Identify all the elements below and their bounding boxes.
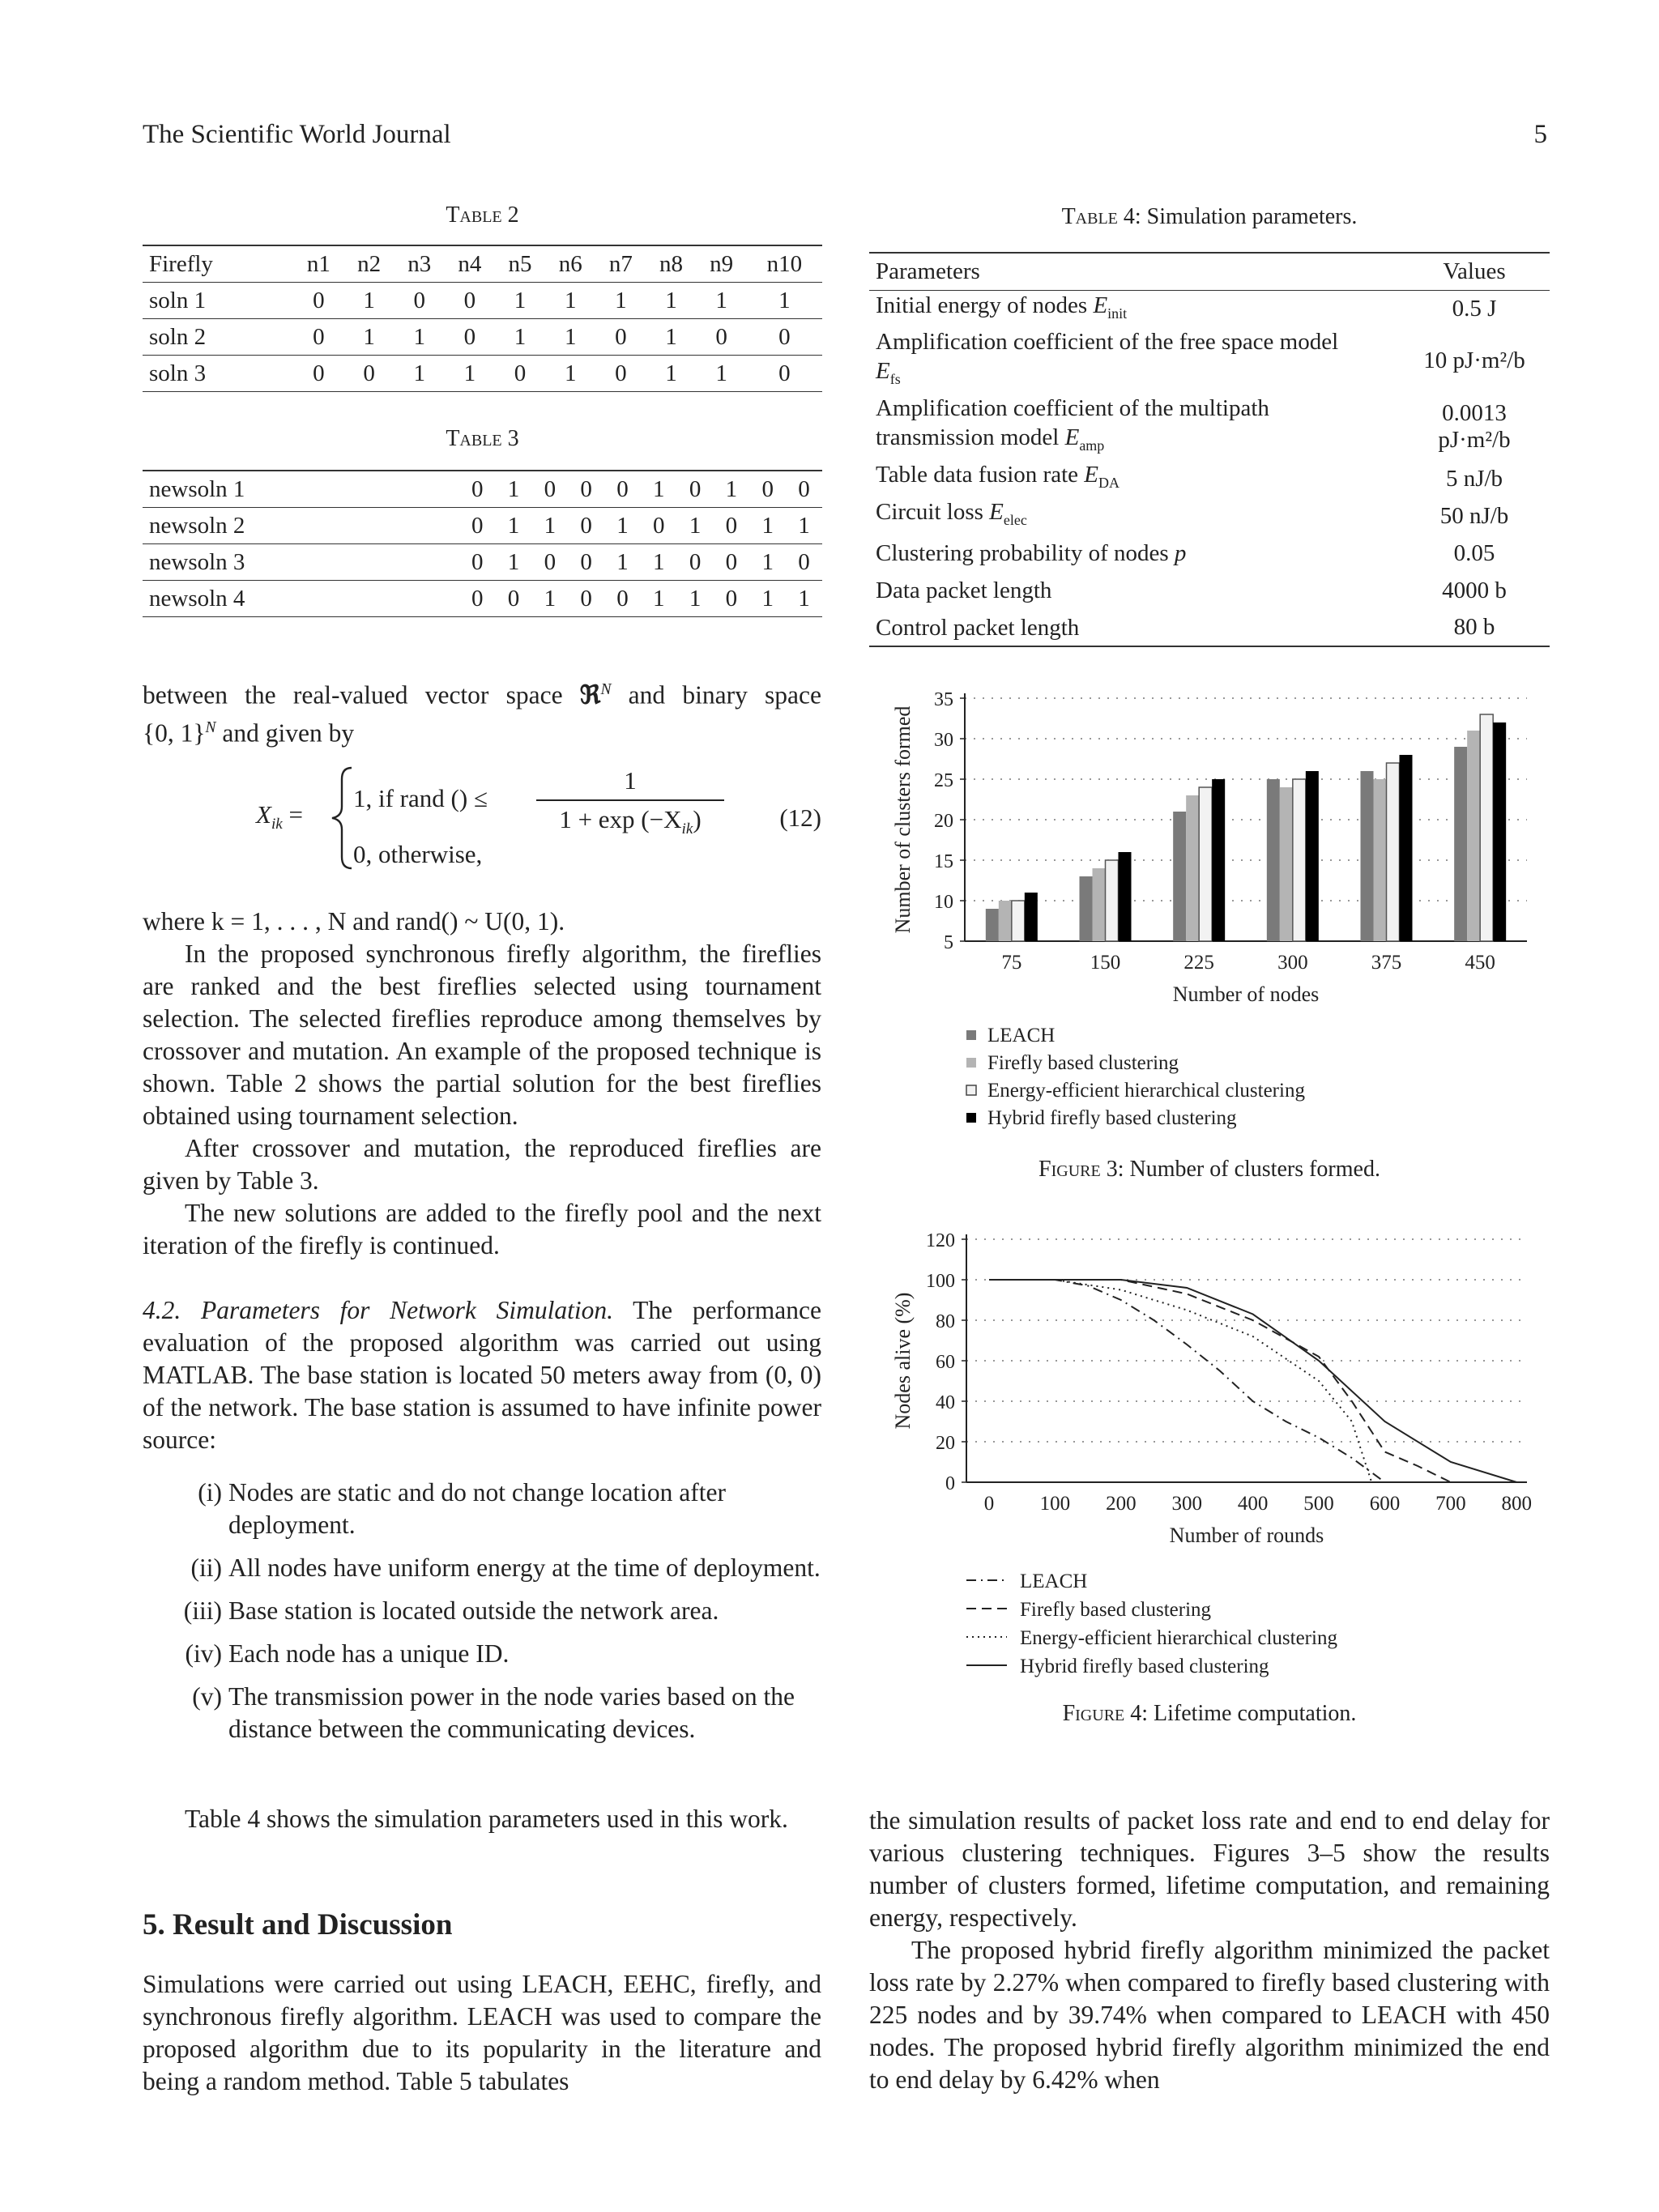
table-cell: newsoln 2 [143, 508, 459, 544]
param-text: Circuit loss [876, 499, 990, 526]
series-line [989, 1280, 1385, 1482]
figure3-caption-prefix: Figure [1038, 1157, 1101, 1182]
list-item-number: (iv) [185, 1639, 222, 1668]
bar [1199, 787, 1212, 941]
right-paragraph-2: The proposed hybrid firefly algorithm minimized the packet loss rate by 2.27% when compared to firefly based clustering with 225 nodes and by 39.74% when compared to LEACH with 450 nodes. The proposed hybrid firefly algorithm minimized the end to end delay by 6.42% when [869, 1936, 1550, 2094]
table-cell: 1 [749, 581, 786, 617]
x-tick-label: 800 [1501, 1493, 1533, 1515]
table-cell: 0 [531, 544, 568, 581]
series-line [989, 1280, 1516, 1482]
legend-swatch [966, 1058, 976, 1068]
table-cell: 0 [459, 471, 496, 508]
y-tick-label: 20 [936, 1433, 955, 1454]
table-header-cell: n2 [343, 245, 394, 283]
param-text: Initial energy of nodes [876, 292, 1094, 318]
bar [1093, 868, 1106, 941]
equation-12: $X_{ik}$ = 1, if rand () ≤ 1 $1 + \exp (-X_{ik})$ 0, otherwise, (12) [143, 761, 821, 883]
table-cell: 0 [496, 581, 532, 617]
bar [999, 901, 1012, 941]
list-item-text: Nodes are static and do not change location after deployment. [228, 1478, 727, 1539]
param-cell [869, 394, 1399, 460]
table-cell: 1 [445, 356, 495, 392]
table-cell: 1 [343, 283, 394, 319]
y-axis-label: Number of clusters formed [891, 705, 915, 934]
table-header-cell: n3 [394, 245, 445, 283]
eq-numerator: 1 [624, 766, 637, 795]
param-text: Table data fusion rate [876, 462, 1085, 488]
table-row [869, 609, 1550, 646]
table-cell: 1 [604, 508, 641, 544]
table-cell: 1 [545, 319, 595, 356]
param-subscript: init [1107, 305, 1128, 322]
table-cell: 0 [677, 471, 714, 508]
list-item-number: (ii) [190, 1554, 222, 1582]
table2-caption-num: 2 [507, 202, 519, 228]
section-5-body [143, 1968, 821, 2098]
y-tick-label: 15 [934, 851, 953, 872]
table-cell: 1 [786, 508, 822, 544]
eq-den-text: 1 + exp (−X [559, 805, 682, 833]
bar [986, 909, 999, 941]
table-cell: 1 [595, 283, 646, 319]
table-cell: 0 [713, 581, 749, 617]
table-cell: 0 [747, 356, 822, 392]
x-tick-label: 0 [983, 1493, 995, 1515]
table-row [143, 283, 822, 319]
legend-label: Energy-efficient hierarchical clustering [987, 1080, 1305, 1102]
param-symbol: p [1174, 540, 1187, 567]
table-row [143, 581, 822, 617]
bar [1080, 876, 1093, 941]
legend-label: Hybrid firefly based clustering [1020, 1656, 1269, 1677]
table-cell: 1 [641, 581, 677, 617]
section-4-2-body: The performance evaluation of the proposed algorithm was carried out using MATLAB. The base station is located 50 meters away from (0, 0) of the network. The base station is assumed to have infinite power source: [143, 1296, 821, 1454]
table-cell: 1 [747, 283, 822, 319]
y-tick-label: 35 [934, 689, 953, 710]
table-cell: 0 [713, 544, 749, 581]
eq-case2: 0, otherwise, [353, 840, 483, 868]
bar [1267, 779, 1280, 941]
y-tick-label: 20 [934, 811, 953, 832]
table-cell: 0 [747, 319, 822, 356]
table-cell: 1 [496, 508, 532, 544]
x-tick-label: 75 [1001, 952, 1022, 974]
table-cell: 0 [459, 544, 496, 581]
table-cell: 1 [677, 508, 714, 544]
table2-caption [143, 202, 822, 228]
table-cell: 0 [595, 356, 646, 392]
bar [1012, 901, 1025, 941]
table-cell: 0 [568, 544, 604, 581]
eq-den-sub: ik [681, 820, 693, 838]
x-tick-label: 300 [1277, 952, 1308, 974]
table-cell: 1 [677, 581, 714, 617]
param-symbol: E [1093, 292, 1108, 318]
y-tick-label: 10 [934, 892, 953, 913]
eq-lhs: X [256, 800, 271, 829]
paragraph-3: The new solutions are added to the firefly pool and the next iteration of the firefly is continued. [143, 1199, 821, 1259]
paragraph-1: In the proposed synchronous firefly algorithm, the fireflies are ranked and the best fireflies selected using tournament selection. The selected fireflies reproduce among themselves by crossover and mutation. An example of the proposed technique is shown. Table 2 shows the partial solution for the best fireflies obtained using tournament selection. [143, 940, 821, 1130]
after-list-text: Table 4 shows the simulation parameters used in this work. [185, 1805, 788, 1833]
table4-caption-rest: 4: Simulation parameters. [1123, 204, 1358, 229]
table-cell: 1 [545, 283, 595, 319]
list-item [180, 1638, 821, 1670]
section-5-text: Simulations were carried out using LEACH, EEHC, firefly, and synchronous firefly algorithm. LEACH was used to compare the proposed algorithm due to its popularity in the literature and being a random method. Table 5 tabulates [143, 1970, 821, 2095]
table-cell: 0 [445, 283, 495, 319]
table-cell: 0 [459, 581, 496, 617]
table-row [143, 508, 822, 544]
bar [1454, 747, 1467, 941]
value-cell: 0.0013 pJ·m²/b [1438, 400, 1511, 454]
table-header-cell: n10 [747, 245, 822, 283]
x-tick-label: 500 [1303, 1493, 1334, 1515]
journal-title: The Scientific World Journal [143, 120, 451, 149]
table-cell: 0 [495, 356, 545, 392]
param-cell [869, 497, 1399, 535]
x-tick-label: 225 [1183, 952, 1214, 974]
figure4-caption-prefix: Figure [1062, 1701, 1125, 1726]
legend-swatch [966, 1085, 976, 1095]
intro-sup-2: N [205, 718, 216, 736]
legend-swatch [966, 1030, 976, 1040]
bar [1173, 812, 1186, 941]
param-cell [869, 572, 1399, 609]
bar [1387, 763, 1400, 941]
y-tick-label: 0 [945, 1473, 955, 1494]
x-tick-label: 700 [1435, 1493, 1466, 1515]
table-cell: 0 [568, 581, 604, 617]
table3-caption-num: 3 [507, 426, 519, 451]
value-cell: 10 pJ·m²/b [1423, 347, 1525, 373]
table-cell: 1 [495, 319, 545, 356]
list-item-text: Base station is located outside the network area. [228, 1596, 719, 1625]
y-tick-label: 40 [936, 1392, 955, 1413]
bar [1186, 795, 1199, 941]
figure-4-line-chart [869, 1215, 1550, 1685]
legend-label: Firefly based clustering [987, 1052, 1179, 1074]
legend-label: Firefly based clustering [1020, 1599, 1212, 1621]
page-number: 5 [1533, 120, 1547, 149]
table-cell: 1 [786, 581, 822, 617]
bar [1400, 755, 1413, 941]
eq-denominator [536, 805, 724, 838]
param-symbol: E [989, 499, 1004, 526]
table-cell: 0 [786, 544, 822, 581]
y-axis-label: Nodes alive (%) [891, 1292, 915, 1430]
y-tick-label: 120 [926, 1230, 955, 1251]
param-symbol: E [1064, 424, 1080, 451]
table-row [143, 471, 822, 508]
table-header-cell: Firefly [143, 245, 293, 283]
bar [1306, 771, 1319, 941]
y-tick-label: 80 [936, 1311, 955, 1332]
bar [1374, 779, 1387, 941]
table-cell: 1 [604, 544, 641, 581]
list-item-text: The transmission power in the node varies based on the distance between the communicating devices. [228, 1682, 795, 1743]
section-5-title: 5. Result and Discussion [143, 1908, 453, 1941]
table-row [143, 319, 822, 356]
table4-head-param: Parameters [876, 258, 980, 284]
table-cell: 1 [531, 581, 568, 617]
series-line [989, 1280, 1451, 1482]
value-cell: 80 b [1453, 614, 1495, 641]
legend-label: Energy-efficient hierarchical clustering [1020, 1627, 1337, 1649]
table-cell: 1 [496, 544, 532, 581]
table-cell: 1 [343, 319, 394, 356]
value-cell: 4000 b [1442, 577, 1507, 603]
intro-sup: N [600, 681, 612, 698]
bar [1467, 731, 1480, 941]
param-text: Amplification coefficient of the free space model [876, 329, 1339, 356]
param-subscript: elec [1003, 512, 1027, 529]
table-cell: 0 [293, 283, 343, 319]
param-cell [869, 327, 1399, 394]
table-row [869, 535, 1550, 572]
table-row [869, 290, 1550, 327]
bar [1480, 714, 1493, 941]
param-cell [869, 535, 1399, 572]
intro-text-b: and binary space [611, 680, 822, 710]
param-cell [869, 460, 1399, 497]
table-cell: 1 [394, 319, 445, 356]
figure4-caption [869, 1701, 1550, 1727]
right-paragraph-1: the simulation results of packet loss rate and end to end delay for various clustering techniques. Figures 3–5 show the results number of clusters formed, lifetime computation, and remaining energy, respectively. [869, 1806, 1550, 1932]
table-cell: 0 [604, 471, 641, 508]
bar [1493, 722, 1506, 941]
y-tick-label: 25 [934, 770, 953, 791]
table-header-cell: n8 [646, 245, 696, 283]
series-line [989, 1280, 1371, 1482]
param-subscript: DA [1098, 475, 1120, 492]
table-cell: 0 [677, 544, 714, 581]
legend-label: LEACH [987, 1025, 1056, 1046]
x-axis-label: Number of rounds [1169, 1524, 1324, 1547]
table-cell: 0 [749, 471, 786, 508]
table-row [869, 394, 1550, 460]
assumptions-list [180, 1477, 821, 1756]
table3-caption [143, 426, 822, 452]
table-cell: 1 [713, 471, 749, 508]
table-cell: 0 [343, 356, 394, 392]
param-text: Amplification coefficient of the multipath transmission model [876, 395, 1269, 451]
y-tick-label: 30 [934, 730, 953, 751]
value-cell: 0.05 [1453, 539, 1495, 566]
y-tick-label: 60 [936, 1352, 955, 1373]
table-cell: 1 [749, 544, 786, 581]
table-cell: 0 [293, 319, 343, 356]
table-cell: newsoln 1 [143, 471, 459, 508]
table-header-cell: n1 [293, 245, 343, 283]
table-cell: 0 [394, 283, 445, 319]
table-row [869, 327, 1550, 394]
bar [1106, 860, 1119, 941]
table-cell: soln 1 [143, 283, 293, 319]
param-text: Control packet length [876, 614, 1080, 641]
x-axis-label: Number of nodes [1172, 982, 1320, 1006]
x-tick-label: 375 [1371, 952, 1402, 974]
table-row [143, 544, 822, 581]
paragraph-2: After crossover and mutation, the reproduced fireflies are given by Table 3. [143, 1134, 821, 1195]
table-cell: 0 [713, 508, 749, 544]
bar [1025, 893, 1038, 941]
table-header-cell: n6 [545, 245, 595, 283]
list-item-number: (i) [198, 1478, 222, 1507]
table-2 [143, 245, 822, 392]
x-tick-label: 200 [1106, 1493, 1137, 1515]
table-header-row [143, 245, 822, 283]
legend-label: LEACH [1020, 1571, 1088, 1592]
table4-caption [869, 204, 1550, 230]
list-item [180, 1477, 821, 1541]
list-item-text: Each node has a unique ID. [228, 1639, 510, 1668]
intro-text-d: and given by [215, 718, 355, 747]
y-tick-label: 5 [944, 932, 953, 953]
list-item [180, 1595, 821, 1627]
table-cell: 1 [545, 356, 595, 392]
table-cell: 0 [595, 319, 646, 356]
where-line: where k = 1, . . . , N and rand() ~ U(0, 1). [143, 907, 565, 936]
eq-case1: 1, if rand () ≤ [353, 784, 488, 812]
table-cell: 1 [646, 283, 696, 319]
table-cell: 1 [749, 508, 786, 544]
legend-swatch [966, 1113, 976, 1123]
param-text: Clustering probability of nodes [876, 540, 1175, 567]
x-tick-label: 100 [1039, 1493, 1071, 1515]
section-4-2 [143, 1294, 821, 1456]
table-cell: 1 [646, 319, 696, 356]
table-cell: 0 [604, 581, 641, 617]
table-cell: 0 [531, 471, 568, 508]
x-tick-label: 600 [1369, 1493, 1401, 1515]
x-tick-label: 150 [1090, 952, 1121, 974]
table-cell: newsoln 4 [143, 581, 459, 617]
param-text: Data packet length [876, 578, 1052, 604]
table-row [143, 356, 822, 392]
figure4-caption-rest: 4: Lifetime computation. [1130, 1701, 1357, 1726]
table-cell: newsoln 3 [143, 544, 459, 581]
table3-caption-prefix: Table [446, 426, 502, 451]
table-header-cell: n9 [697, 245, 747, 283]
table-cell: 1 [697, 283, 747, 319]
table2-caption-prefix: Table [446, 202, 502, 228]
list-item-text: All nodes have uniform energy at the time of deployment. [228, 1554, 821, 1582]
param-subscript: amp [1079, 437, 1105, 454]
figure-3-bar-chart [869, 672, 1550, 1134]
table-cell: 0 [445, 319, 495, 356]
table-cell: 1 [641, 471, 677, 508]
table-cell: soln 2 [143, 319, 293, 356]
table-cell: 1 [697, 356, 747, 392]
right-body [869, 1805, 1550, 2096]
table-cell: 1 [641, 544, 677, 581]
table-header-cell: n5 [495, 245, 545, 283]
table-cell: 0 [568, 508, 604, 544]
intro-text-c: {0, 1} [143, 718, 206, 747]
table-cell: 1 [495, 283, 545, 319]
figure3-caption [869, 1157, 1550, 1183]
eq-den-end: ) [693, 805, 702, 833]
list-item-number: (iii) [183, 1596, 222, 1625]
param-subscript: fs [889, 371, 901, 388]
after-list-paragraph [143, 1803, 821, 1835]
table-4 [869, 252, 1550, 647]
table-cell: 0 [459, 508, 496, 544]
table-cell: soln 3 [143, 356, 293, 392]
table-cell: 1 [531, 508, 568, 544]
value-cell: 0.5 J [1452, 295, 1497, 322]
table-row [869, 460, 1550, 497]
table4-head-value: Values [1443, 258, 1506, 284]
intro-symbol: ℜ [579, 680, 601, 710]
param-cell [869, 290, 1399, 327]
table-header-cell: n4 [445, 245, 495, 283]
table-row [869, 572, 1550, 609]
x-tick-label: 300 [1171, 1493, 1202, 1515]
x-tick-label: 400 [1237, 1493, 1269, 1515]
table-cell: 0 [293, 356, 343, 392]
legend-label: Hybrid firefly based clustering [987, 1107, 1237, 1129]
bar [1361, 771, 1374, 941]
param-symbol: E [1084, 462, 1098, 488]
table-row [869, 497, 1550, 535]
section-4-2-title: 4.2. Parameters for Network Simulation. [143, 1296, 613, 1324]
table-cell: 1 [496, 471, 532, 508]
bar [1280, 787, 1293, 941]
value-cell: 5 nJ/b [1445, 465, 1503, 492]
intro-text-a: between the real-valued vector space [143, 680, 580, 710]
table-3 [143, 470, 822, 617]
bar [1293, 779, 1306, 941]
left-body [143, 906, 821, 1456]
param-cell [869, 609, 1399, 646]
table-cell: 0 [786, 471, 822, 508]
x-tick-label: 450 [1465, 952, 1495, 974]
param-symbol: E [876, 358, 890, 385]
table-cell: 0 [641, 508, 677, 544]
value-cell: 50 nJ/b [1439, 502, 1509, 529]
table-cell: 1 [646, 356, 696, 392]
list-item [180, 1552, 821, 1584]
eq-number: (12) [779, 803, 821, 832]
table-header-cell: n7 [595, 245, 646, 283]
table-cell: 0 [697, 319, 747, 356]
list-item [180, 1681, 821, 1745]
bar [1212, 779, 1225, 941]
bar [1119, 852, 1132, 941]
figure3-caption-rest: 3: Number of clusters formed. [1106, 1157, 1380, 1182]
table-cell: 0 [568, 471, 604, 508]
intro-paragraph [143, 674, 821, 749]
list-item-number: (v) [192, 1682, 222, 1711]
table-cell: 1 [394, 356, 445, 392]
y-tick-label: 100 [926, 1271, 955, 1292]
table4-caption-prefix: Table [1061, 204, 1118, 229]
eq-lhs-sub: ik [271, 816, 283, 833]
